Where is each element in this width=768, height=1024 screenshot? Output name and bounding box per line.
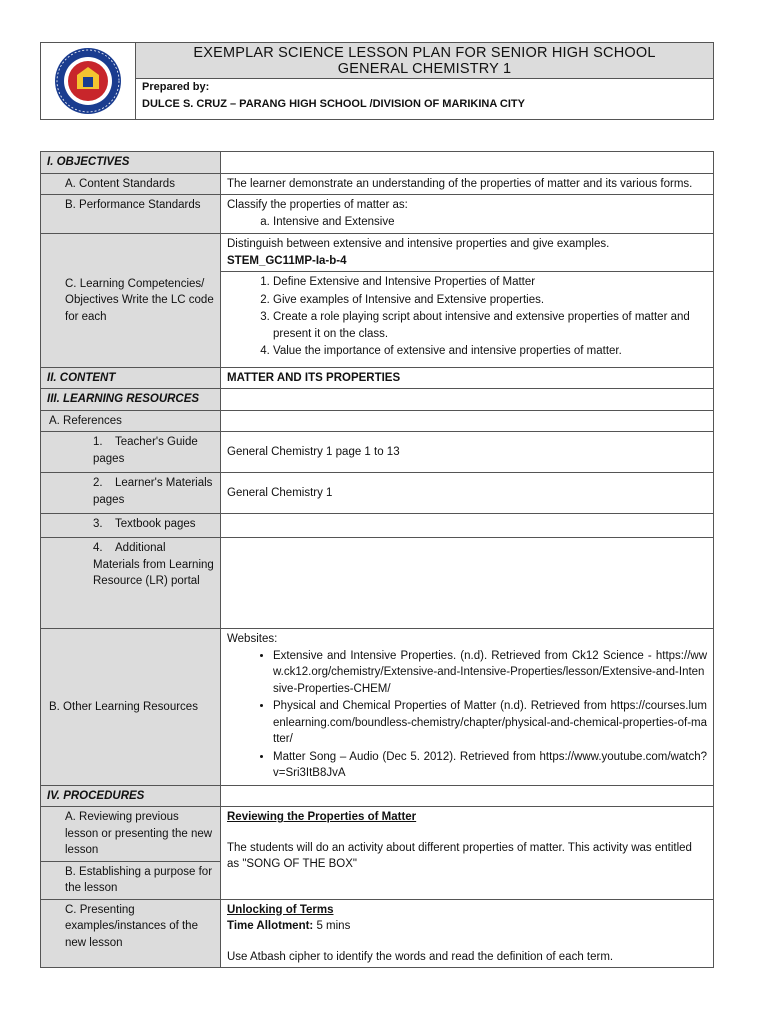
content-row [41, 367, 714, 389]
other-resources-row [41, 629, 714, 786]
lesson-plan-table [40, 151, 714, 968]
textbook-label: 3. Textbook pages [41, 514, 221, 538]
unlocking-text: Use Atbash cipher to identify the words and read the definition of each term. [227, 950, 614, 963]
competency-objectives-list [221, 272, 713, 367]
competency-code: STEM_GC11MP-Ia-b-4 [227, 254, 347, 267]
references-label: A. References [41, 410, 221, 432]
additional-materials-label: 4. Additional Materials from Learning Resource (LR) portal [41, 538, 221, 629]
competencies-label: C. Learning Competencies/ Objectives Write the LC code for each [41, 234, 221, 368]
additional-materials-row [41, 538, 714, 629]
prepared-by-label: Prepared by: [142, 81, 210, 93]
unlocking-title: Unlocking of Terms [227, 903, 334, 916]
presenting-row [41, 899, 714, 968]
textbook-text: Textbook pages [115, 518, 196, 530]
competency-item: 1. Define Extensive and Intensive Properties of Matter [273, 274, 707, 291]
teachers-guide-label: 1. Teacher's Guide pages [41, 432, 221, 473]
other-resources-cell [221, 629, 714, 786]
objectives-row [41, 152, 714, 174]
competency-item: 4. Value the importance of extensive and intensive properties of matter. [273, 343, 707, 360]
performance-standards-row [41, 195, 714, 234]
textbook-row [41, 514, 714, 538]
teachers-guide-text: Teacher's Guide pages [93, 436, 198, 465]
performance-list [227, 214, 707, 231]
learners-materials-label: 2. Learner's Materials pages [41, 473, 221, 514]
teachers-guide-value: General Chemistry 1 page 1 to 13 [221, 432, 714, 473]
competency-item: 2. Give examples of Intensive and Extensive properties. [273, 292, 707, 309]
resources-heading: III. LEARNING RESOURCES [41, 389, 221, 411]
reviewing-row [41, 807, 714, 862]
performance-standards-cell [221, 195, 714, 234]
performance-standards-label: B. Performance Standards [41, 195, 221, 234]
presenting-cell [221, 899, 714, 968]
learners-materials-value: General Chemistry 1 [221, 473, 714, 514]
competencies-row [41, 234, 714, 368]
procedures-heading: IV. PROCEDURES [41, 785, 221, 807]
resources-row [41, 389, 714, 411]
presenting-label: C. Presenting examples/instances of the new lesson [41, 899, 221, 968]
website-item[interactable]: • Physical and Chemical Properties of Matter (n.d). Retrieved from https://courses.lumenlearning.com/boundless-chemistry/chapter/physical-and-chemical-properties-of-matter/ [273, 698, 707, 748]
deped-seal-icon [49, 45, 127, 117]
content-heading: II. CONTENT [41, 367, 221, 389]
author-line: DULCE S. CRUZ – PARANG HIGH SCHOOL /DIVISION OF MARIKINA CITY [142, 98, 525, 110]
procedures-row [41, 785, 714, 807]
document-title [136, 43, 713, 79]
competencies-text: Distinguish between extensive and intensive properties and give examples. [227, 238, 610, 250]
competency-item: 3. Create a role playing script about intensive and extensive properties of matter and present it on the class. [273, 309, 707, 342]
reviewing-text: The students will do an activity about different properties of matter. This activity was entitled as "SONG OF THE BOX" [227, 841, 692, 870]
teachers-guide-row [41, 432, 714, 473]
title-line-2: GENERAL CHEMISTRY 1 [337, 61, 512, 77]
performance-item: a. Intensive and Extensive [273, 214, 707, 231]
reviewing-label: A. Reviewing previous lesson or presenting the new lesson [41, 807, 221, 862]
purpose-label: B. Establishing a purpose for the lesson [41, 861, 221, 899]
objectives-heading: I. OBJECTIVES [41, 152, 221, 174]
time-allotment-label: Time Allotment: [227, 920, 314, 932]
references-row [41, 410, 714, 432]
document-header [40, 42, 714, 120]
deped-seal [41, 43, 136, 119]
website-item[interactable]: • Extensive and Intensive Properties. (n.d). Retrieved from Ck12 Science - https://www.ck12.org/chemistry/Extensive-and-Intensive-Properties/lesson/Extensive-and-Intensive-Properties-CHEM/ [273, 648, 707, 698]
other-resources-label: B. Other Learning Resources [41, 629, 221, 786]
learners-materials-text: Learner's Materials pages [93, 477, 213, 506]
websites-list [227, 648, 707, 782]
competencies-cell [221, 234, 714, 368]
content-standards-label: A. Content Standards [41, 173, 221, 195]
content-standards-text: The learner demonstrate an understanding of the properties of matter and its various forms. [221, 173, 714, 195]
learners-materials-row [41, 473, 714, 514]
time-allotment-value: 5 mins [313, 920, 351, 932]
websites-label: Websites: [227, 633, 278, 645]
title-line-1: EXEMPLAR SCIENCE LESSON PLAN FOR SENIOR HIGH SCHOOL [193, 45, 656, 61]
performance-intro: Classify the properties of matter as: [227, 199, 408, 211]
content-standards-row [41, 173, 714, 195]
website-item[interactable]: • Matter Song – Audio (Dec 5. 2012). Retrieved from https://www.youtube.com/watch?v=Sri3ItB8JvA [273, 749, 707, 782]
reviewing-title: Reviewing the Properties of Matter [227, 811, 417, 823]
reviewing-cell [221, 807, 714, 900]
time-allotment [227, 918, 707, 935]
additional-materials-text: Additional Materials from Learning Resource (LR) portal [93, 542, 214, 587]
content-value: MATTER AND ITS PROPERTIES [221, 367, 714, 389]
